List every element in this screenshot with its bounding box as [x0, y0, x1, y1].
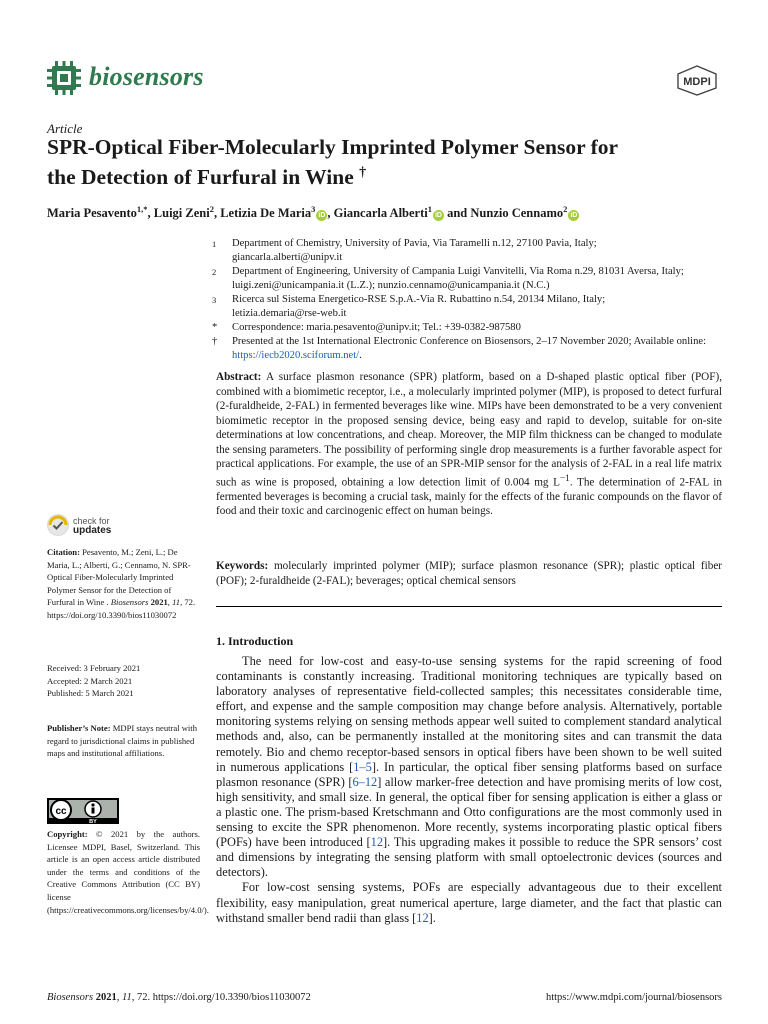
author-affiliation-mark: 2 [209, 204, 214, 214]
intro-text: ] allow marker-free detection and have promising merits of low cost, high sensitivity, and small size. In general, the optical fiber for sensing application is either a glass or a plastic one. The prism-based Kretschmann and Otto configurations are the most commonly used in sensing to excite the SPR phenomenon. More recently, systems incorporating plastic optical fibers (POFs) have been introduced [ [216, 774, 722, 850]
author-affiliation-mark: 1 [427, 204, 432, 214]
author-separator: , [147, 206, 154, 221]
title-line-1: SPR-Optical Fiber-Molecularly Imprinted Polymer Sensor for [47, 135, 619, 159]
affiliation-item [212, 237, 724, 265]
title-footnote-mark: † [359, 165, 367, 180]
section-divider [216, 606, 722, 607]
check-for-updates-button[interactable] [47, 514, 147, 540]
citation-label: Citation: [47, 547, 80, 557]
svg-text:cc: cc [55, 806, 67, 817]
section-heading-introduction: 1. Introduction [216, 634, 294, 648]
intro-text: ]. In particular, the optical fiber sensing platforms based on surface plasmon resonance (SPR) [ [216, 759, 722, 789]
author-name: Letizia De Maria [220, 206, 312, 221]
cc-by-label: BY [89, 819, 97, 824]
citation-ref-link[interactable]: 1–5 [353, 759, 372, 774]
affiliation-mark: † [212, 336, 218, 347]
abstract-label: Abstract: [216, 371, 262, 383]
footer-citation: Biosensors 2021, 11, 72. https://doi.org/10.3390/bios11030072 [47, 992, 311, 1003]
affiliations [212, 237, 724, 363]
affiliation-line: Ricerca sul Sistema Energetico-RSE S.p.A.-Via R. Rubattino n.54, 20134 Milano, Italy; [232, 294, 606, 305]
biosensors-chip-icon [46, 60, 82, 96]
check-updates-line2: updates [73, 525, 112, 536]
intro-paragraph-2 [216, 880, 722, 925]
affiliation-line: Department of Engineering, University of Campania Luigi Vanvitelli, Via Roma n.29, 81031 Aversa, Italy; [232, 266, 684, 277]
intro-text: The need for low-cost and easy-to-use sensing systems for the rapid screening of food contaminants is constantly increasing. Traditional monitoring techniques are typically based on laboratory analyses of representative field-collected samples; this necessitates considerable time, effort, and expense and the sample composition may change before analysis. Alternatively, portable monitoring systems relying on sensing methods appear well suited to complement standard analytical methods and, also, can be permanently installed at the monitoring sites and can transmit the data remotely. Bio and chemo receptor-based sensors in optical fibers have been shown to be well suited in numerous applications [ [216, 654, 722, 774]
citation-ref-link[interactable]: 12 [416, 910, 429, 925]
check-updates-icon [47, 514, 69, 536]
keywords [216, 559, 722, 588]
intro-text: ]. This upgrading makes it possible to reduce the SPR sensors’ cost and dimensions by integrating the sensing platform with small optoelectronic devices (sources and detectors). [216, 835, 723, 880]
author-list [47, 204, 737, 221]
author-name: Maria Pesavento [47, 206, 137, 221]
affiliation-line: Presented at the 1st International Electronic Conference on Biosensors, 2–17 November 2020; Available online: [232, 336, 707, 347]
author-affiliation-mark: 2 [563, 204, 568, 214]
affiliation-line: luigi.zeni@unicampania.it (L.Z.); nunzio.cennamo@unicampania.it (N.C.) [232, 280, 550, 291]
affiliation-link-line [232, 349, 724, 363]
journal-name: biosensors [89, 62, 204, 91]
footer-journal: Biosensors [47, 992, 94, 1003]
copyright-notice [47, 828, 209, 916]
affiliation-mark: 3 [212, 295, 217, 305]
intro-text: ]. [428, 910, 436, 925]
keywords-text: molecularly imprinted polymer (MIP); surface plasmon resonance (SPR); plastic optical fiber (POF); 2-furaldheide (2-FAL); beverages; optical chemical sensors [216, 560, 723, 587]
publisher-note-text: MDPI stays neutral with regard to jurisdictional claims in published maps and institutional affiliations. [47, 723, 197, 759]
affiliation-line: Correspondence: maria.pesavento@unipv.it; Tel.: +39-0382-987580 [232, 322, 521, 333]
footer-journal-url[interactable]: https://www.mdpi.com/journal/biosensors [545, 992, 722, 1003]
author-name: Giancarla Alberti [333, 206, 428, 221]
mdpi-logo-text: MDPI [683, 76, 711, 88]
orcid-icon[interactable]: iD [318, 212, 326, 220]
intro-paragraph-1 [216, 654, 722, 880]
citation-text: Pesavento, M.; Zeni, L.; De Maria, L.; Alberti, G.; Cennamo, N. SPR-Optical Fiber-Molecularly Imprinted Polymer Sensor for the Detection of Furfural in Wine . [47, 547, 191, 608]
affiliation-item [212, 265, 724, 293]
received-date: Received: 3 February 2021 [47, 663, 141, 673]
mdpi-logo [672, 64, 722, 96]
affiliation-mark: * [212, 322, 218, 333]
copyright-label: Copyright: [47, 829, 88, 839]
publisher-note [47, 722, 200, 760]
publication-dates [47, 662, 200, 700]
affiliation-mark: 2 [212, 267, 217, 277]
footer-year: 2021 [95, 992, 117, 1003]
intro-text: For low-cost sensing systems, POFs are especially advantageous due to their excellent flexibility, easy manipulation, great numerical aperture, large diameter, and the fact that plastic can withstand smaller bend radii than glass [ [216, 880, 722, 925]
footer-doi[interactable]: , 72. https://doi.org/10.3390/bios11030072 [131, 992, 311, 1003]
orcid-icon[interactable]: iD [570, 212, 578, 220]
citation-ref-link[interactable]: 6–12 [352, 774, 378, 789]
citation-block: Citation: Pesavento, M.; Zeni, L.; De Maria, L.; Alberti, G.; Cennamo, N. SPR-Optical Fiber-Molecularly Imprinted Polymer Sensor for the Detection of Furfural in Wine . Biosensors 2021, 11, 72. https://doi.org/10.3390/bios11030072 [47, 547, 196, 620]
affiliation-line: Department of Chemistry, University of Pavia, Via Taramelli n.12, 27100 Pavia, Italy; [232, 238, 597, 249]
citation-ref-link[interactable]: 12 [370, 835, 384, 850]
title-line-2: the Detection of Furfural in Wine [47, 165, 354, 190]
article-title [47, 134, 727, 190]
affiliation-punctuation: . [359, 350, 362, 361]
affiliation-item [212, 321, 724, 335]
affiliation-mark: 1 [212, 239, 217, 249]
abstract-unit-exponent: −1 [559, 473, 570, 484]
citation-volume: 11 [172, 597, 181, 608]
introduction-body [216, 654, 722, 926]
author-name: Nunzio Cennamo [470, 206, 564, 221]
abstract-text-a: A surface plasmon resonance (SPR) platform, based on a D-shaped plastic optical fiber (POF), combined with a biomimetic receptor, i.e., a molecularly imprinted polymer (MIP), is proposed to detect furfural (2-furaldheide, 2-FAL) in fermented beverages like wine. MIPs have been demonstrated to be a very convenient biomimetic receptor in the proposed sensing device, being easy and rapid to develop, suitable for on-site determinations at low concentrations, and cheap. Moreover, the MIP film thickness can be changed to modulate the sensing parameters. The possibility of performing single drop measurements is a further favorable aspect for practical applications. For example, the use of an SPR-MIP sensor for the analysis of 2-FAL in a real life matrix such as wine is proposed, obtaining a low detection limit of 0.004 mg L [216, 371, 722, 489]
author-separator: and [443, 206, 471, 221]
cc-by-license-icon[interactable] [47, 798, 119, 824]
published-date: Published: 5 March 2021 [47, 688, 134, 699]
check-updates-line1: check for [73, 516, 110, 526]
author-affiliation-mark: 3 [311, 204, 316, 214]
affiliation-line: giancarla.alberti@unipv.it [232, 252, 343, 263]
author-separator: , [327, 206, 334, 221]
abstract-text-b: . The determination of 2-FAL in fermented beverages is becoming a crucial task, mainly for the effects of the furanic compounds on the flavor of food and their toxic and carcinogenic effect on human beings. [216, 476, 722, 518]
accepted-date: Accepted: 2 March 2021 [47, 675, 133, 686]
publisher-note-label: Publisher’s Note: [47, 723, 111, 733]
citation-doi[interactable]: , 72. https://doi.org/10.3390/bios11030072 [47, 597, 196, 620]
conference-link[interactable]: https://iecb2020.sciforum.net/ [232, 350, 360, 361]
copyright-text: © 2021 by the authors. Licensee MDPI, Basel, Switzerland. This article is an open access article distributed under the terms and conditions of the Creative Commons Attribution (CC BY) license (https://creativecommons.org/licenses/by/4.0/). [47, 829, 209, 915]
article-type: Article [47, 121, 83, 136]
affiliation-line: letizia.demaria@rse-web.it [232, 308, 347, 319]
affiliation-item [212, 293, 724, 321]
affiliation-item [212, 335, 724, 363]
citation-year: 2021 [150, 597, 168, 608]
keywords-label: Keywords: [216, 560, 269, 572]
orcid-icon[interactable]: iD [434, 212, 442, 220]
abstract [216, 370, 722, 519]
author-separator: , [213, 206, 221, 221]
citation-journal: Biosensors [110, 597, 149, 608]
author-name: Luigi Zeni [153, 206, 210, 221]
footer-volume: 11 [121, 992, 132, 1003]
author-affiliation-mark: 1,* [136, 204, 148, 214]
